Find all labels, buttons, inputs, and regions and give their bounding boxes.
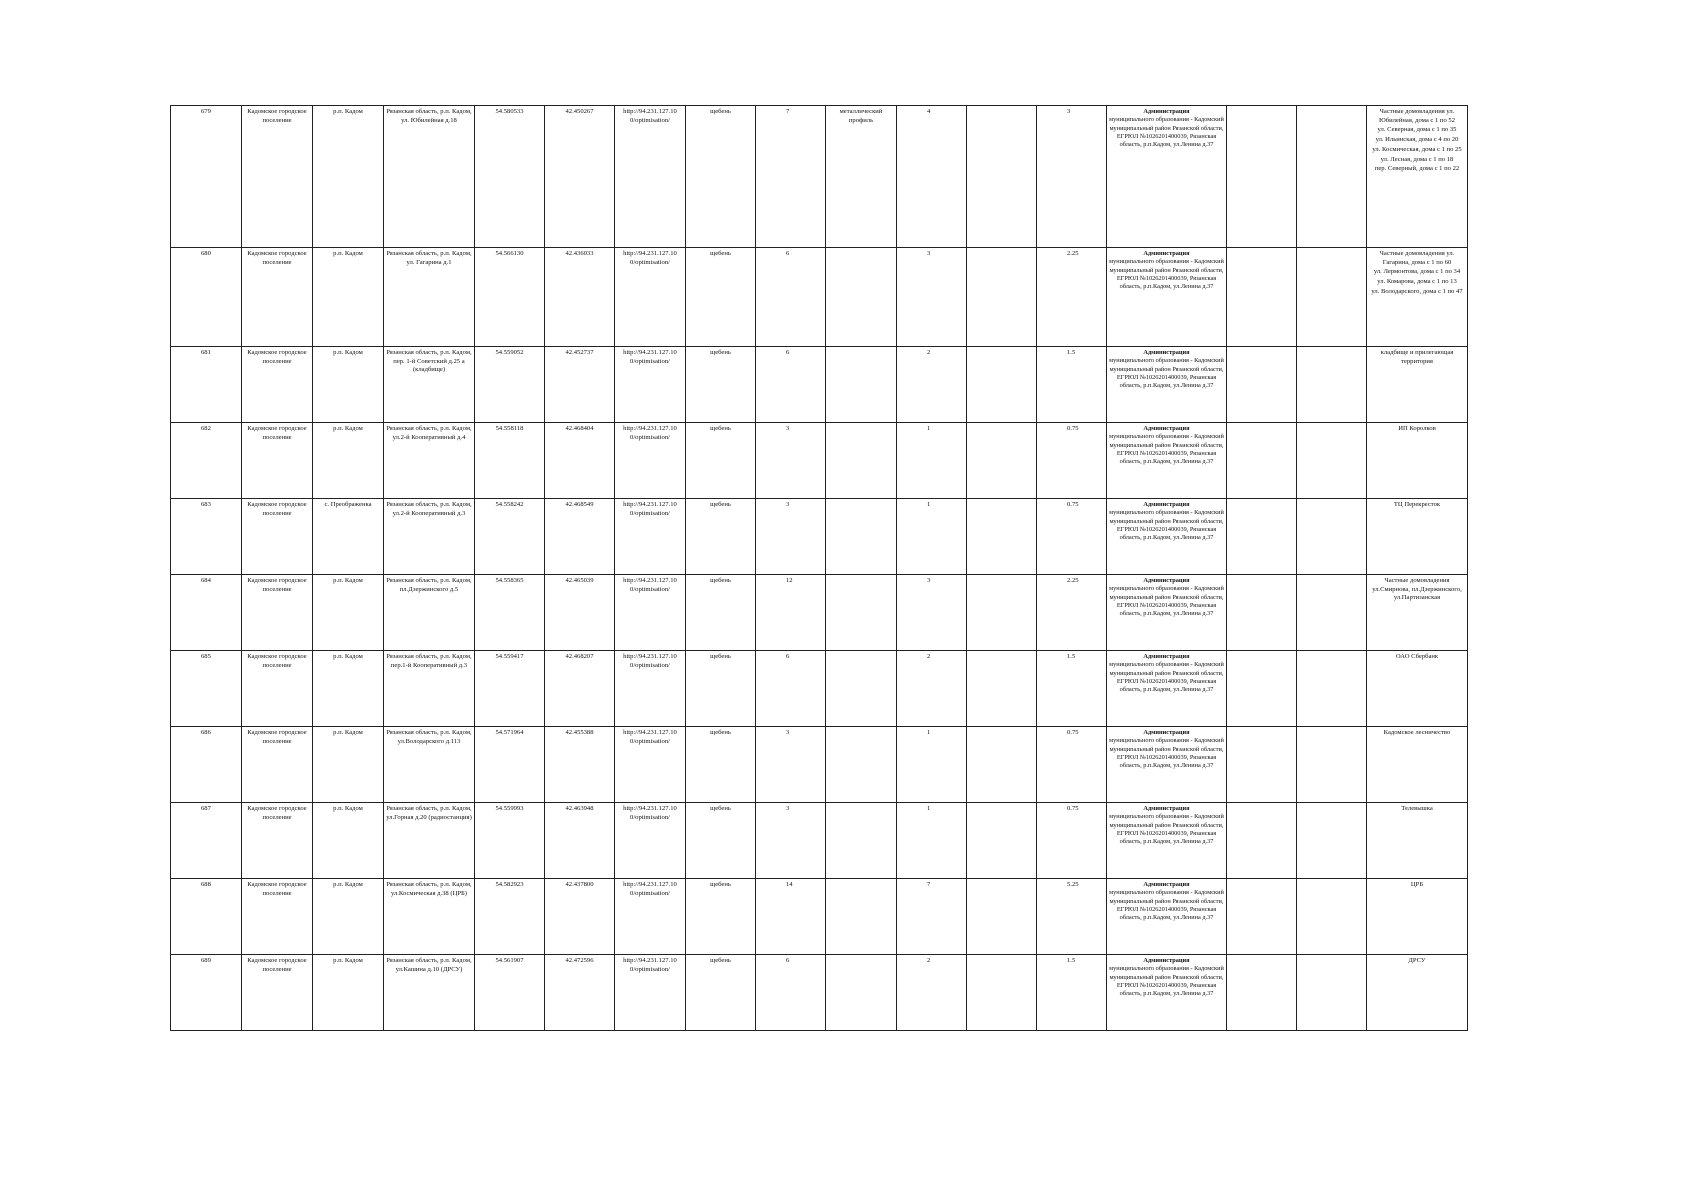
empty-cell — [1297, 879, 1367, 955]
org-head: Администрация — [1143, 425, 1190, 432]
cell-org — [1107, 955, 1227, 1031]
cell-id: 686 — [171, 727, 242, 803]
cell-settlement: Кадомское городское поселение — [242, 803, 313, 879]
cell-lat: 54.566130 — [475, 248, 545, 347]
cell-containers: 2 — [897, 347, 967, 423]
served-line: Частные домовладения ул. Гагарина, дома с 1 по 60 — [1379, 250, 1455, 266]
org-head: Администрация — [1143, 729, 1190, 736]
empty-cell — [967, 879, 1037, 955]
cell-fence — [826, 727, 897, 803]
table-row — [171, 803, 1468, 879]
cell-address: Рязанская область, р.п. Кадом, ул. Гагарина д.1 — [384, 248, 475, 347]
cell-settlement: Кадомское городское поселение — [242, 106, 313, 248]
cell-id: 689 — [171, 955, 242, 1031]
cell-org — [1107, 879, 1227, 955]
org-head: Администрация — [1143, 653, 1190, 660]
cell-containers: 7 — [897, 879, 967, 955]
cell-locality: р.п. Кадом — [313, 727, 384, 803]
cell-id: 681 — [171, 347, 242, 423]
cell-org — [1107, 575, 1227, 651]
org-details: муниципального образования - Кадомский муниципальный район Рязанской области, ЕГРЮЛ №1026201400039, Рязанская область, р.п.Кадом, ул.Ленина д.37 — [1109, 965, 1224, 998]
cell-lat: 54.571964 — [475, 727, 545, 803]
cell-settlement: Кадомское городское поселение — [242, 955, 313, 1031]
cell-area: 6 — [756, 651, 826, 727]
org-head: Администрация — [1143, 250, 1190, 257]
cell-area: 6 — [756, 955, 826, 1031]
cell-locality: р.п. Кадом — [313, 423, 384, 499]
cell-address: Рязанская область, р.п. Кадом, ул.Кашина д.10 (ДРСУ) — [384, 955, 475, 1031]
cell-lon: 42.463948 — [545, 803, 615, 879]
empty-cell — [1297, 106, 1367, 248]
org-details: муниципального образования - Кадомский муниципальный район Рязанской области, ЕГРЮЛ №1026201400039, Рязанская область, р.п.Кадом, ул.Ленина д.37 — [1109, 737, 1224, 770]
org-details: муниципального образования - Кадомский муниципальный район Рязанской области, ЕГРЮЛ №1026201400039, Рязанская область, р.п.Кадом, ул.Ленина д.37 — [1109, 116, 1224, 149]
cell-served — [1367, 499, 1468, 575]
cell-lat: 54.559052 — [475, 347, 545, 423]
cell-surface: щебень — [686, 248, 756, 347]
cell-id: 685 — [171, 651, 242, 727]
cell-served — [1367, 651, 1468, 727]
cell-containers: 1 — [897, 423, 967, 499]
cell-area: 3 — [756, 727, 826, 803]
table-row — [171, 423, 1468, 499]
cell-lat: 54.559993 — [475, 803, 545, 879]
served-line: ТЦ Перекресток — [1393, 501, 1441, 508]
cell-id: 687 — [171, 803, 242, 879]
empty-cell — [1297, 727, 1367, 803]
cell-served — [1367, 879, 1468, 955]
table-row — [171, 106, 1468, 248]
empty-cell — [1227, 248, 1297, 347]
cell-locality: р.п. Кадом — [313, 106, 384, 248]
cell-containers: 2 — [897, 651, 967, 727]
cell-address: Рязанская область, р.п. Кадом, ул.2-й Кооперативный д.4 — [384, 423, 475, 499]
org-head: Администрация — [1143, 501, 1190, 508]
cell-locality: р.п. Кадом — [313, 803, 384, 879]
cell-locality: р.п. Кадом — [313, 575, 384, 651]
org-head: Администрация — [1143, 881, 1190, 888]
cell-area: 3 — [756, 499, 826, 575]
cell-served — [1367, 955, 1468, 1031]
table-row — [171, 727, 1468, 803]
cell-containers: 1 — [897, 803, 967, 879]
cell-org — [1107, 727, 1227, 803]
empty-cell — [967, 575, 1037, 651]
cell-org — [1107, 106, 1227, 248]
org-head: Администрация — [1143, 805, 1190, 812]
cell-fence — [826, 347, 897, 423]
table-row — [171, 651, 1468, 727]
served-line: Частные домовладения ул. Юбилейная, дома с 1 по 52 — [1378, 108, 1455, 124]
cell-volume: 1.5 — [1037, 651, 1107, 727]
table-row — [171, 499, 1468, 575]
cell-lon: 42.436033 — [545, 248, 615, 347]
cell-area: 3 — [756, 803, 826, 879]
table-row — [171, 347, 1468, 423]
table-row — [171, 575, 1468, 651]
cell-fence — [826, 575, 897, 651]
empty-cell — [1297, 347, 1367, 423]
cell-surface: щебень — [686, 423, 756, 499]
cell-lon: 42.472596 — [545, 955, 615, 1031]
empty-cell — [1297, 651, 1367, 727]
cell-fence — [826, 423, 897, 499]
cell-area: 7 — [756, 106, 826, 248]
cell-containers: 3 — [897, 248, 967, 347]
cell-containers: 1 — [897, 499, 967, 575]
cell-url[interactable]: http://94.231.127.10 0/optimisation/ — [615, 955, 686, 1031]
served-line: ДРСУ — [1408, 957, 1426, 964]
empty-cell — [1297, 575, 1367, 651]
cell-lat: 54.558118 — [475, 423, 545, 499]
org-details: муниципального образования - Кадомский муниципальный район Рязанской области, ЕГРЮЛ №1026201400039, Рязанская область, р.п.Кадом, ул.Ленина д.37 — [1109, 661, 1224, 694]
empty-cell — [1227, 423, 1297, 499]
empty-cell — [1297, 803, 1367, 879]
cell-id: 680 — [171, 248, 242, 347]
served-line: Частные домовладения ул.Смирнова, пл.Дзержинского, ул.Партизанская — [1372, 577, 1462, 602]
cell-lat: 54.559417 — [475, 651, 545, 727]
cell-url[interactable]: http://94.231.127.10 0/optimisation/ — [615, 575, 686, 651]
empty-cell — [1227, 651, 1297, 727]
empty-cell — [967, 651, 1037, 727]
served-line: ул. Космическая, дома с 1 по 25 — [1372, 145, 1462, 153]
cell-url[interactable]: http://94.231.127.10 0/optimisation/ — [615, 106, 686, 248]
cell-area: 14 — [756, 879, 826, 955]
served-line: ул. Северная, дома с 1 по 35 — [1377, 126, 1457, 134]
cell-settlement: Кадомское городское поселение — [242, 248, 313, 347]
cell-url[interactable]: http://94.231.127.10 0/optimisation/ — [615, 727, 686, 803]
empty-cell — [967, 423, 1037, 499]
cell-url[interactable]: http://94.231.127.10 0/optimisation/ — [615, 499, 686, 575]
cell-fence — [826, 803, 897, 879]
cell-locality: р.п. Кадом — [313, 248, 384, 347]
cell-org — [1107, 347, 1227, 423]
cell-settlement: Кадомское городское поселение — [242, 499, 313, 575]
cell-lat: 54.558242 — [475, 499, 545, 575]
table-body — [171, 106, 1468, 1031]
org-head: Администрация — [1143, 108, 1190, 115]
empty-cell — [1227, 955, 1297, 1031]
served-line: ЦРБ — [1410, 881, 1424, 888]
cell-fence — [826, 248, 897, 347]
cell-lon: 42.468207 — [545, 651, 615, 727]
cell-locality: с. Преображенка — [313, 499, 384, 575]
cell-address: Рязанская область, р.п. Кадом, ул.2-й Кооперативный д.3 — [384, 499, 475, 575]
cell-locality: р.п. Кадом — [313, 955, 384, 1031]
org-head: Администрация — [1143, 349, 1190, 356]
cell-containers: 4 — [897, 106, 967, 248]
cell-fence — [826, 955, 897, 1031]
cell-settlement: Кадомское городское поселение — [242, 727, 313, 803]
cell-id: 683 — [171, 499, 242, 575]
cell-locality: р.п. Кадом — [313, 347, 384, 423]
cell-surface: щебень — [686, 955, 756, 1031]
empty-cell — [1227, 499, 1297, 575]
served-line: ул. Лесная, дома с 1 по 18 — [1380, 155, 1454, 163]
cell-address: Рязанская область, р.п. Кадом, пер.1-й Кооперативный д.3 — [384, 651, 475, 727]
cell-area: 6 — [756, 248, 826, 347]
empty-cell — [1227, 727, 1297, 803]
cell-url[interactable]: http://94.231.127.10 0/optimisation/ — [615, 423, 686, 499]
cell-lon: 42.455388 — [545, 727, 615, 803]
cell-address: Рязанская область, р.п. Кадом, ул.Володарского д.113 — [384, 727, 475, 803]
cell-volume: 1.5 — [1037, 955, 1107, 1031]
cell-lat: 54.561907 — [475, 955, 545, 1031]
served-line: Телевышка — [1401, 805, 1433, 812]
cell-org — [1107, 803, 1227, 879]
cell-url[interactable]: http://94.231.127.10 0/optimisation/ — [615, 248, 686, 347]
cell-lon: 42.450267 — [545, 106, 615, 248]
cell-url[interactable]: http://94.231.127.10 0/optimisation/ — [615, 347, 686, 423]
empty-cell — [1297, 499, 1367, 575]
cell-id: 682 — [171, 423, 242, 499]
cell-settlement: Кадомское городское поселение — [242, 347, 313, 423]
org-head: Администрация — [1143, 957, 1190, 964]
org-details: муниципального образования - Кадомский муниципальный район Рязанской области, ЕГРЮЛ №1026201400039, Рязанская область, р.п.Кадом, ул.Ленина д.37 — [1109, 813, 1224, 846]
cell-address: Рязанская область, р.п. Кадом, пер. 1-й Советский д.25 а (кладбище) — [384, 347, 475, 423]
empty-cell — [1227, 347, 1297, 423]
cell-served — [1367, 106, 1468, 248]
cell-org — [1107, 499, 1227, 575]
cell-containers: 1 — [897, 727, 967, 803]
cell-volume: 1.5 — [1037, 347, 1107, 423]
cell-lon: 42.465039 — [545, 575, 615, 651]
cell-fence — [826, 879, 897, 955]
empty-cell — [1227, 879, 1297, 955]
cell-lat: 54.558365 — [475, 575, 545, 651]
served-line: ул. Ильинская, дома с 4 по 20 — [1375, 136, 1459, 144]
empty-cell — [967, 803, 1037, 879]
cell-url[interactable]: http://94.231.127.10 0/optimisation/ — [615, 879, 686, 955]
empty-cell — [1297, 423, 1367, 499]
cell-volume: 0.75 — [1037, 499, 1107, 575]
empty-cell — [1227, 803, 1297, 879]
cell-url[interactable]: http://94.231.127.10 0/optimisation/ — [615, 651, 686, 727]
cell-surface: щебень — [686, 727, 756, 803]
cell-surface: щебень — [686, 347, 756, 423]
empty-cell — [1227, 106, 1297, 248]
cell-area: 3 — [756, 423, 826, 499]
cell-locality: р.п. Кадом — [313, 879, 384, 955]
cell-lat: 54.580533 — [475, 106, 545, 248]
cell-settlement: Кадомское городское поселение — [242, 575, 313, 651]
cell-settlement: Кадомское городское поселение — [242, 879, 313, 955]
empty-cell — [967, 955, 1037, 1031]
served-line: ИП Королков — [1398, 425, 1436, 432]
org-details: муниципального образования - Кадомский муниципальный район Рязанской области, ЕГРЮЛ №1026201400039, Рязанская область, р.п.Кадом, ул.Ленина д.37 — [1109, 357, 1224, 390]
cell-served — [1367, 803, 1468, 879]
cell-surface: щебень — [686, 803, 756, 879]
cell-volume: 0.75 — [1037, 727, 1107, 803]
cell-id: 684 — [171, 575, 242, 651]
empty-cell — [1297, 248, 1367, 347]
empty-cell — [967, 499, 1037, 575]
cell-settlement: Кадомское городское поселение — [242, 651, 313, 727]
empty-cell — [967, 347, 1037, 423]
empty-cell — [967, 106, 1037, 248]
cell-served — [1367, 423, 1468, 499]
cell-org — [1107, 248, 1227, 347]
empty-cell — [1227, 575, 1297, 651]
empty-cell — [1297, 955, 1367, 1031]
cell-address: Рязанская область, р.п. Кадом, ул.Космическая д.38 (ЦРБ) — [384, 879, 475, 955]
org-details: муниципального образования - Кадомский муниципальный район Рязанской области, ЕГРЮЛ №1026201400039, Рязанская область, р.п.Кадом, ул.Ленина д.37 — [1109, 509, 1224, 542]
org-head: Администрация — [1143, 577, 1190, 584]
cell-surface: щебень — [686, 651, 756, 727]
cell-url[interactable]: http://94.231.127.10 0/optimisation/ — [615, 803, 686, 879]
table-row — [171, 879, 1468, 955]
cell-area: 6 — [756, 347, 826, 423]
cell-surface: щебень — [686, 879, 756, 955]
table-row — [171, 248, 1468, 347]
cell-volume: 0.75 — [1037, 423, 1107, 499]
cell-area: 12 — [756, 575, 826, 651]
cell-volume: 2.25 — [1037, 248, 1107, 347]
cell-fence — [826, 651, 897, 727]
cell-volume: 5.25 — [1037, 879, 1107, 955]
cell-lon: 42.437800 — [545, 879, 615, 955]
cell-surface: щебень — [686, 499, 756, 575]
cell-surface: щебень — [686, 575, 756, 651]
cell-id: 679 — [171, 106, 242, 248]
cell-surface: щебень — [686, 106, 756, 248]
cell-lon: 42.468549 — [545, 499, 615, 575]
registry-sheet — [170, 105, 1463, 1031]
cell-lat: 54.582923 — [475, 879, 545, 955]
org-details: муниципального образования - Кадомский муниципальный район Рязанской области, ЕГРЮЛ №1026201400039, Рязанская область, р.п.Кадом, ул.Ленина д.37 — [1109, 433, 1224, 466]
served-line: Кадомское лесничество — [1383, 729, 1451, 736]
cell-volume: 0.75 — [1037, 803, 1107, 879]
cell-org — [1107, 651, 1227, 727]
cell-lon: 42.468404 — [545, 423, 615, 499]
cell-address: Рязанская область, р.п. Кадом, ул.Горная д.20 (радиостанция) — [384, 803, 475, 879]
served-line: ОАО Сбербанк — [1395, 653, 1439, 660]
cell-lon: 42.452737 — [545, 347, 615, 423]
served-line: кладбище и прилегающая территория — [1380, 349, 1454, 365]
cell-fence: металлический профиль — [826, 106, 897, 248]
cell-locality: р.п. Кадом — [313, 651, 384, 727]
org-details: муниципального образования - Кадомский муниципальный район Рязанской области, ЕГРЮЛ №1026201400039, Рязанская область, р.п.Кадом, ул.Ленина д.37 — [1109, 585, 1224, 618]
cell-org — [1107, 423, 1227, 499]
served-line: ул. Лермонтова, дома с 1 по 34 — [1373, 268, 1461, 276]
served-line: пер. Северный, дома с 1 по 22 — [1374, 165, 1460, 173]
cell-settlement: Кадомское городское поселение — [242, 423, 313, 499]
empty-cell — [967, 727, 1037, 803]
table-row — [171, 955, 1468, 1031]
served-line: ул. Комарова, дома с 1 по 13 — [1377, 278, 1457, 286]
cell-served — [1367, 248, 1468, 347]
cell-id: 688 — [171, 879, 242, 955]
cell-containers: 3 — [897, 575, 967, 651]
cell-containers: 2 — [897, 955, 967, 1031]
empty-cell — [967, 248, 1037, 347]
cell-volume: 3 — [1037, 106, 1107, 248]
cell-served — [1367, 347, 1468, 423]
org-details: муниципального образования - Кадомский муниципальный район Рязанской области, ЕГРЮЛ №1026201400039, Рязанская область, р.п.Кадом, ул.Ленина д.37 — [1109, 258, 1224, 291]
cell-address: Рязанская область, р.п. Кадом, ул. Юбилейная д.18 — [384, 106, 475, 248]
cell-served — [1367, 575, 1468, 651]
served-line: ул. Володарского, дома с 1 по 47 — [1371, 287, 1463, 295]
cell-fence — [826, 499, 897, 575]
container-sites-table — [170, 105, 1468, 1031]
cell-address: Рязанская область, р.п. Кадом, пл.Дзержинского д.5 — [384, 575, 475, 651]
cell-volume: 2.25 — [1037, 575, 1107, 651]
org-details: муниципального образования - Кадомский муниципальный район Рязанской области, ЕГРЮЛ №1026201400039, Рязанская область, р.п.Кадом, ул.Ленина д.37 — [1109, 889, 1224, 922]
cell-served — [1367, 727, 1468, 803]
